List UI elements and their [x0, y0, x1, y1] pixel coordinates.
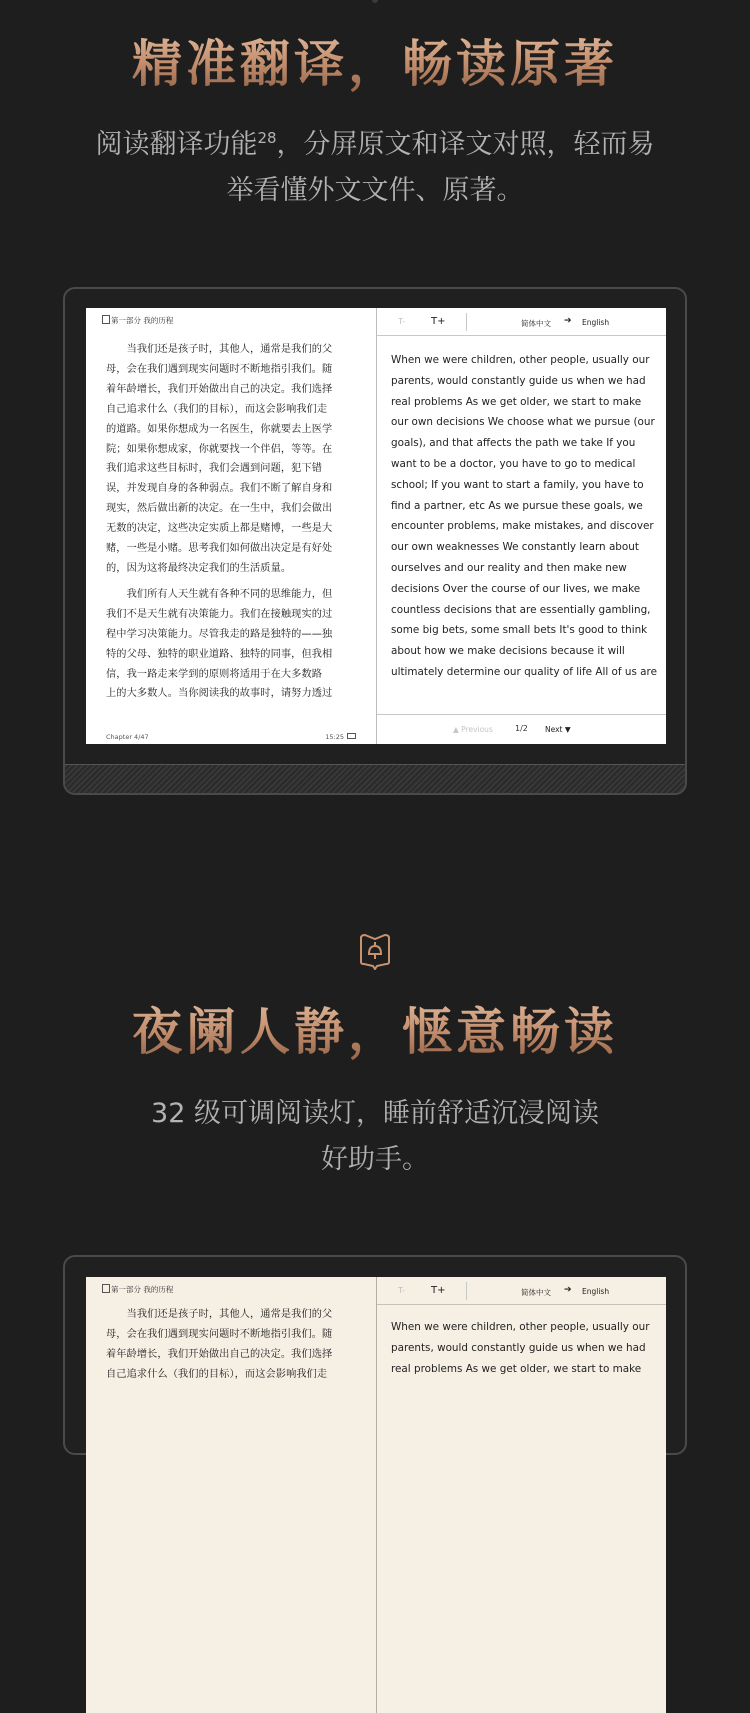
target-language[interactable]: English — [582, 1287, 610, 1296]
translation-pane — [376, 308, 666, 744]
chinese-text-line: 当我们还是孩子时，其他人，通常是我们的父 — [106, 344, 333, 355]
english-text-line: ourselves and our reality and then make new — [391, 561, 627, 574]
chinese-text-line: 我们不是天生就有决策能力。我们在接触现实的过 — [106, 608, 333, 620]
chinese-text-line: 着年龄增长，我们开始做出自己的决定。我们选择 — [106, 383, 333, 395]
page-indicator: 1/2 — [515, 724, 528, 733]
chinese-text-line: 当我们还是孩子时，其他人，通常是我们的父 — [106, 1309, 333, 1320]
english-text-line: ultimately determine our quality of life All of us are — [391, 665, 657, 678]
chinese-text-line: 母，会在我们遇到现实问题时不断地指引我们。随 — [106, 1328, 333, 1340]
chapter-indicator: Chapter 4/47 — [106, 733, 149, 741]
section-title-night-reading: 夜阑人静，惬意畅读 — [0, 992, 750, 1064]
book-header: 第一部分 我的历程 — [102, 1284, 173, 1295]
section-subtitle-translation: 阅读翻译功能$^{28}$，分屏原文和译文对照，轻而易 举看懂外文文件、原著。 — [95, 129, 655, 206]
source-language[interactable]: 简体中文 — [521, 1288, 551, 1297]
original-text-pane — [86, 308, 376, 744]
chinese-text-line: 赌，一些是小赌。思考我们如何做出决定是有好处 — [106, 543, 333, 555]
english-text-line: parents, would constantly guide us when we had — [391, 1341, 646, 1354]
chinese-text-line: 信，我一路走来学到的原则将适用于在大多数路 — [106, 668, 323, 680]
reader-screen-warm — [86, 1277, 666, 1713]
english-text-line: find a partner, etc As we pursue these goals, we — [391, 499, 643, 512]
english-text-line: When we were children, other people, usually our — [391, 354, 650, 366]
device-grip — [65, 764, 685, 793]
chinese-text-line: 我们追求这些目标时，我们会遇到问题，犯下错 — [106, 463, 323, 475]
chinese-text-line: 无数的决定，这些决定实质上都是赌博，一些是大 — [106, 523, 333, 535]
font-decrease-button[interactable]: T- — [398, 317, 406, 326]
english-text-line: real problems As we get older, we start to make — [391, 1362, 642, 1375]
chinese-text-line: 我们所有人天生就有各种不同的思维能力，但 — [106, 588, 333, 600]
battery-icon — [347, 733, 356, 739]
next-page-button[interactable]: Next ▼ — [545, 725, 571, 734]
translation-toolbar — [377, 1277, 666, 1305]
english-text-line: our own weaknesses We constantly learn about — [391, 541, 639, 554]
chinese-text-line: 特的父母、独特的职业道路、独特的同事，但我相 — [106, 648, 333, 660]
chinese-text-line: 上的大多数人。当你阅读我的故事时，请努力透过 — [106, 688, 333, 700]
font-decrease-button[interactable]: T- — [398, 1286, 406, 1295]
english-text-line: encounter problems, make mistakes, and discover — [391, 520, 654, 533]
section-title-translation: 精准翻译，畅读原著 — [0, 24, 750, 96]
chinese-text-line: 的道路。如果你想成为一名医生，你就要去上医学 — [106, 423, 333, 435]
english-text-line: real problems As we get older, we start to make — [391, 395, 642, 408]
translation-toolbar — [377, 308, 666, 336]
chinese-text-line: 着年龄增长，我们开始做出自己的决定。我们选择 — [106, 1348, 333, 1360]
section-subtitle-night-reading: 32 级可调阅读灯，睡前舒适沉浸阅读 好助手。 — [151, 1098, 599, 1175]
english-text-line: decisions Over the course of our lives, we make — [391, 582, 641, 595]
english-text-line: about how we make decisions because it will — [391, 645, 625, 658]
status-time: 15:25 — [325, 733, 356, 741]
chinese-text-line: 自己追求什么（我们的目标），而这会影响我们走 — [106, 1368, 328, 1380]
chinese-text-line: 母，会在我们遇到现实问题时不断地指引我们。随 — [106, 363, 333, 375]
source-language[interactable]: 简体中文 — [521, 319, 551, 328]
english-text-line: some big bets, some small bets It's good to think — [391, 624, 648, 637]
book-header: 第一部分 我的历程 — [102, 315, 173, 326]
toolbar-divider — [466, 313, 467, 331]
english-translation-text — [391, 350, 661, 683]
english-text-line: our own decisions We choose what we pursue (our — [391, 416, 655, 429]
chinese-text-line: 自己追求什么（我们的目标），而这会影响我们走 — [106, 403, 328, 415]
ereader-device-warm — [63, 1255, 687, 1455]
chinese-text — [106, 1305, 356, 1385]
english-text-line: school; If you want to start a family, you have to — [391, 478, 644, 491]
chinese-text-line: 现实，然后做出新的决定。在一生中，我们会做出 — [106, 503, 333, 515]
bookmark-icon[interactable] — [102, 1284, 110, 1293]
reader-screen — [86, 308, 666, 744]
font-increase-button[interactable]: T+ — [431, 316, 446, 327]
english-text-line: parents, would constantly guide us when we had — [391, 374, 646, 387]
chinese-text-line: 院；如果你想成家，你就要找一个伴侣，等等。在 — [106, 443, 333, 455]
top-divider-tick — [372, 0, 378, 3]
reading-lamp-icon — [357, 932, 393, 970]
arrow-right-icon: ➔ — [564, 1285, 572, 1295]
arrow-right-icon: ➔ — [564, 316, 572, 326]
translation-pane — [376, 1277, 666, 1713]
translation-pager — [377, 714, 666, 744]
chinese-text-line: 的，因为这将最终决定我们的生活质量。 — [106, 562, 292, 574]
english-translation-text — [391, 1317, 661, 1379]
chinese-text-line: 程中学习决策能力。尽管我走的路是独特的——独 — [106, 628, 333, 640]
bookmark-icon[interactable] — [102, 315, 110, 324]
english-text-line: want to be a doctor, you have to go to medical — [391, 457, 636, 470]
previous-page-button[interactable]: ▲ Previous — [453, 725, 493, 734]
english-text-line: When we were children, other people, usually our — [391, 1321, 650, 1333]
font-increase-button[interactable]: T+ — [431, 1285, 446, 1296]
chinese-text-line: 误，并发现自身的各种弱点。我们不断了解自身和 — [106, 483, 333, 495]
ereader-device — [63, 287, 687, 795]
target-language[interactable]: English — [582, 318, 610, 327]
english-text-line: goals), and that affects the path we take If you — [391, 437, 636, 450]
chinese-text — [106, 340, 356, 704]
original-text-pane — [86, 1277, 376, 1713]
toolbar-divider — [466, 1282, 467, 1300]
english-text-line: countless decisions that are essentially gambling, — [391, 603, 651, 616]
